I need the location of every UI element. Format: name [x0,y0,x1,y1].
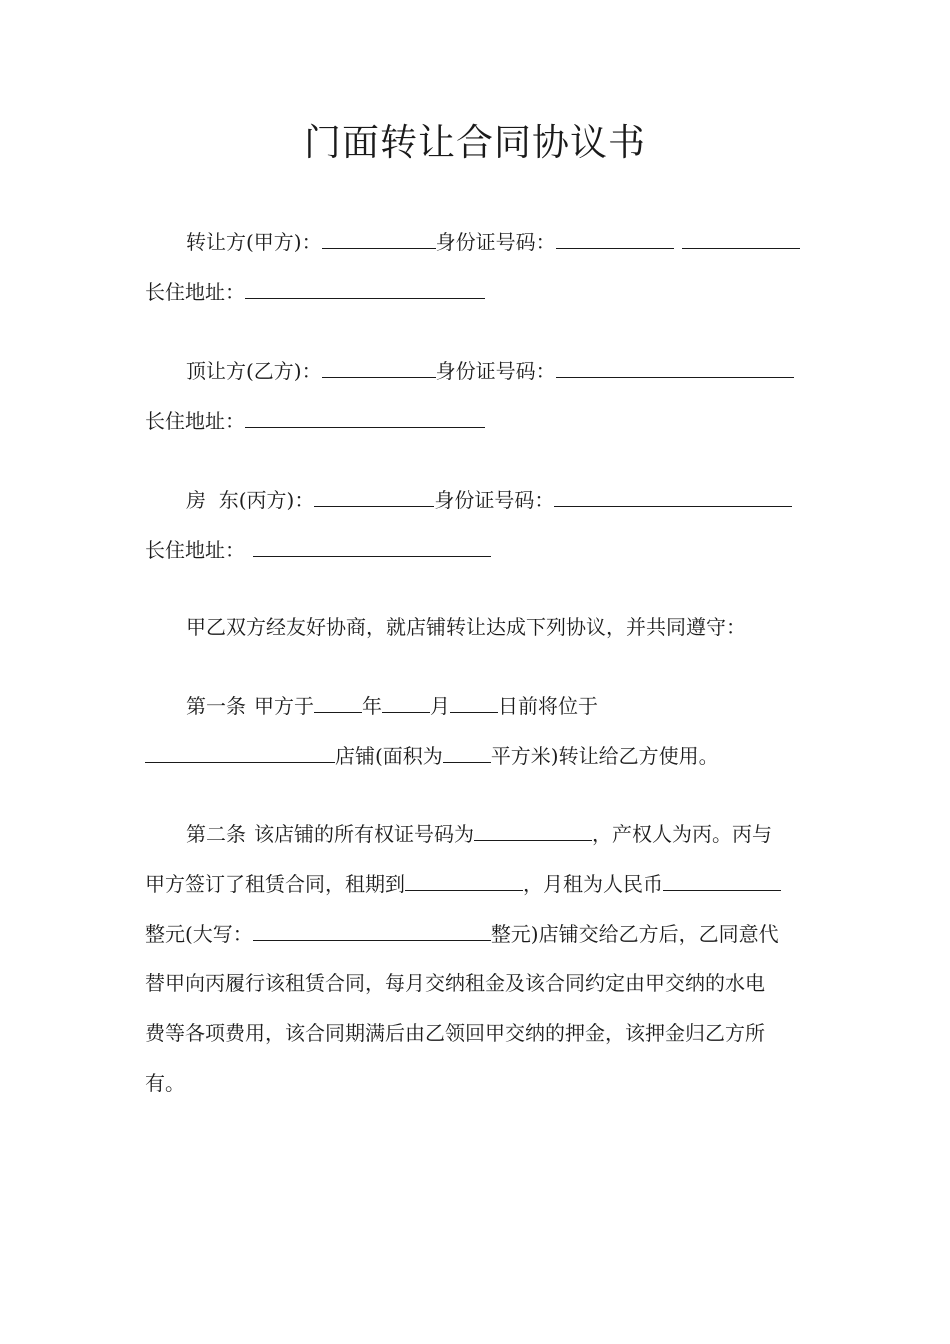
party-c-line [186,484,792,515]
article-2-heading: 第二条 [186,822,246,846]
party-c-address-label: 长住地址： [145,538,245,562]
year-label: 年 [362,694,382,718]
day-blank [450,690,498,713]
area-blank [443,740,491,763]
party-a-id-label: 身份证号码： [435,230,556,254]
party-c-address-line [145,534,491,565]
party-a-address-line [145,276,485,307]
party-a-id-blank [556,226,674,249]
article-2-text-5: 整元(大写： [145,922,253,946]
article-2-line-2 [145,868,781,899]
area-unit-text: 平方米)转让给乙方使用。 [490,744,719,768]
article-2-text-1: 该店铺的所有权证号码为 [254,822,474,846]
party-b-address-blank [245,405,485,428]
party-b-id-blank [556,355,794,378]
party-c-label: 房 东(丙方)： [186,488,315,512]
party-b-label: 顶让方(乙方)： [186,359,322,383]
location-blank [145,740,335,763]
party-b-name-blank [322,355,436,378]
party-c-id-label: 身份证号码： [434,488,555,512]
party-a-address-blank [245,276,485,299]
party-a-label: 转让方(甲方)： [186,230,322,254]
month-label: 月 [430,694,450,718]
rent-uppercase-blank [253,918,491,941]
article-2-text-6: 整元)店铺交给乙方后，乙同意代 [490,922,779,946]
article-1-line-2 [145,740,719,771]
party-c-address-blank [253,534,491,557]
monthly-rent-blank [663,868,781,891]
intro-paragraph: 甲乙双方经友好协商，就店铺转让达成下列协议，并共同遵守： [186,615,746,639]
party-b-address-line [145,405,485,436]
party-c-name-blank [314,484,434,507]
lease-term-blank [405,868,523,891]
year-blank [314,690,362,713]
ownership-cert-blank [474,818,592,841]
party-b-id-label: 身份证号码： [435,359,556,383]
day-label: 日前将位于 [498,694,598,718]
article-2-text-2: ，产权人为丙。丙与 [592,822,772,846]
article-2-text-4: ，月租为人民币 [523,872,663,896]
article-1-heading: 第一条 [186,694,246,718]
party-a-address-label: 长住地址： [145,280,245,304]
article-2-text-3: 甲方签订了租赁合同，租期到 [145,872,405,896]
document-title: 门面转让合同协议书 [304,121,646,164]
party-b-line [186,355,794,386]
party-b-address-label: 长住地址： [145,409,245,433]
party-a-name-blank [322,226,436,249]
party-a-id-blank-2 [682,226,800,249]
area-text: 店铺(面积为 [335,744,443,768]
article-1-text: 甲方于 [254,694,314,718]
article-2-line-1 [186,818,772,849]
article-1-line-1 [186,690,598,721]
article-2-line-6: 有。 [145,1071,185,1095]
party-a-line [186,226,800,257]
article-2-line-3 [145,918,779,949]
article-2-line-5: 费等各项费用，该合同期满后由乙领回甲交纳的押金，该押金归乙方所 [145,1021,765,1045]
month-blank [382,690,430,713]
article-2-line-4: 替甲向丙履行该租赁合同，每月交纳租金及该合同约定由甲交纳的水电 [145,971,765,995]
party-c-id-blank [554,484,792,507]
